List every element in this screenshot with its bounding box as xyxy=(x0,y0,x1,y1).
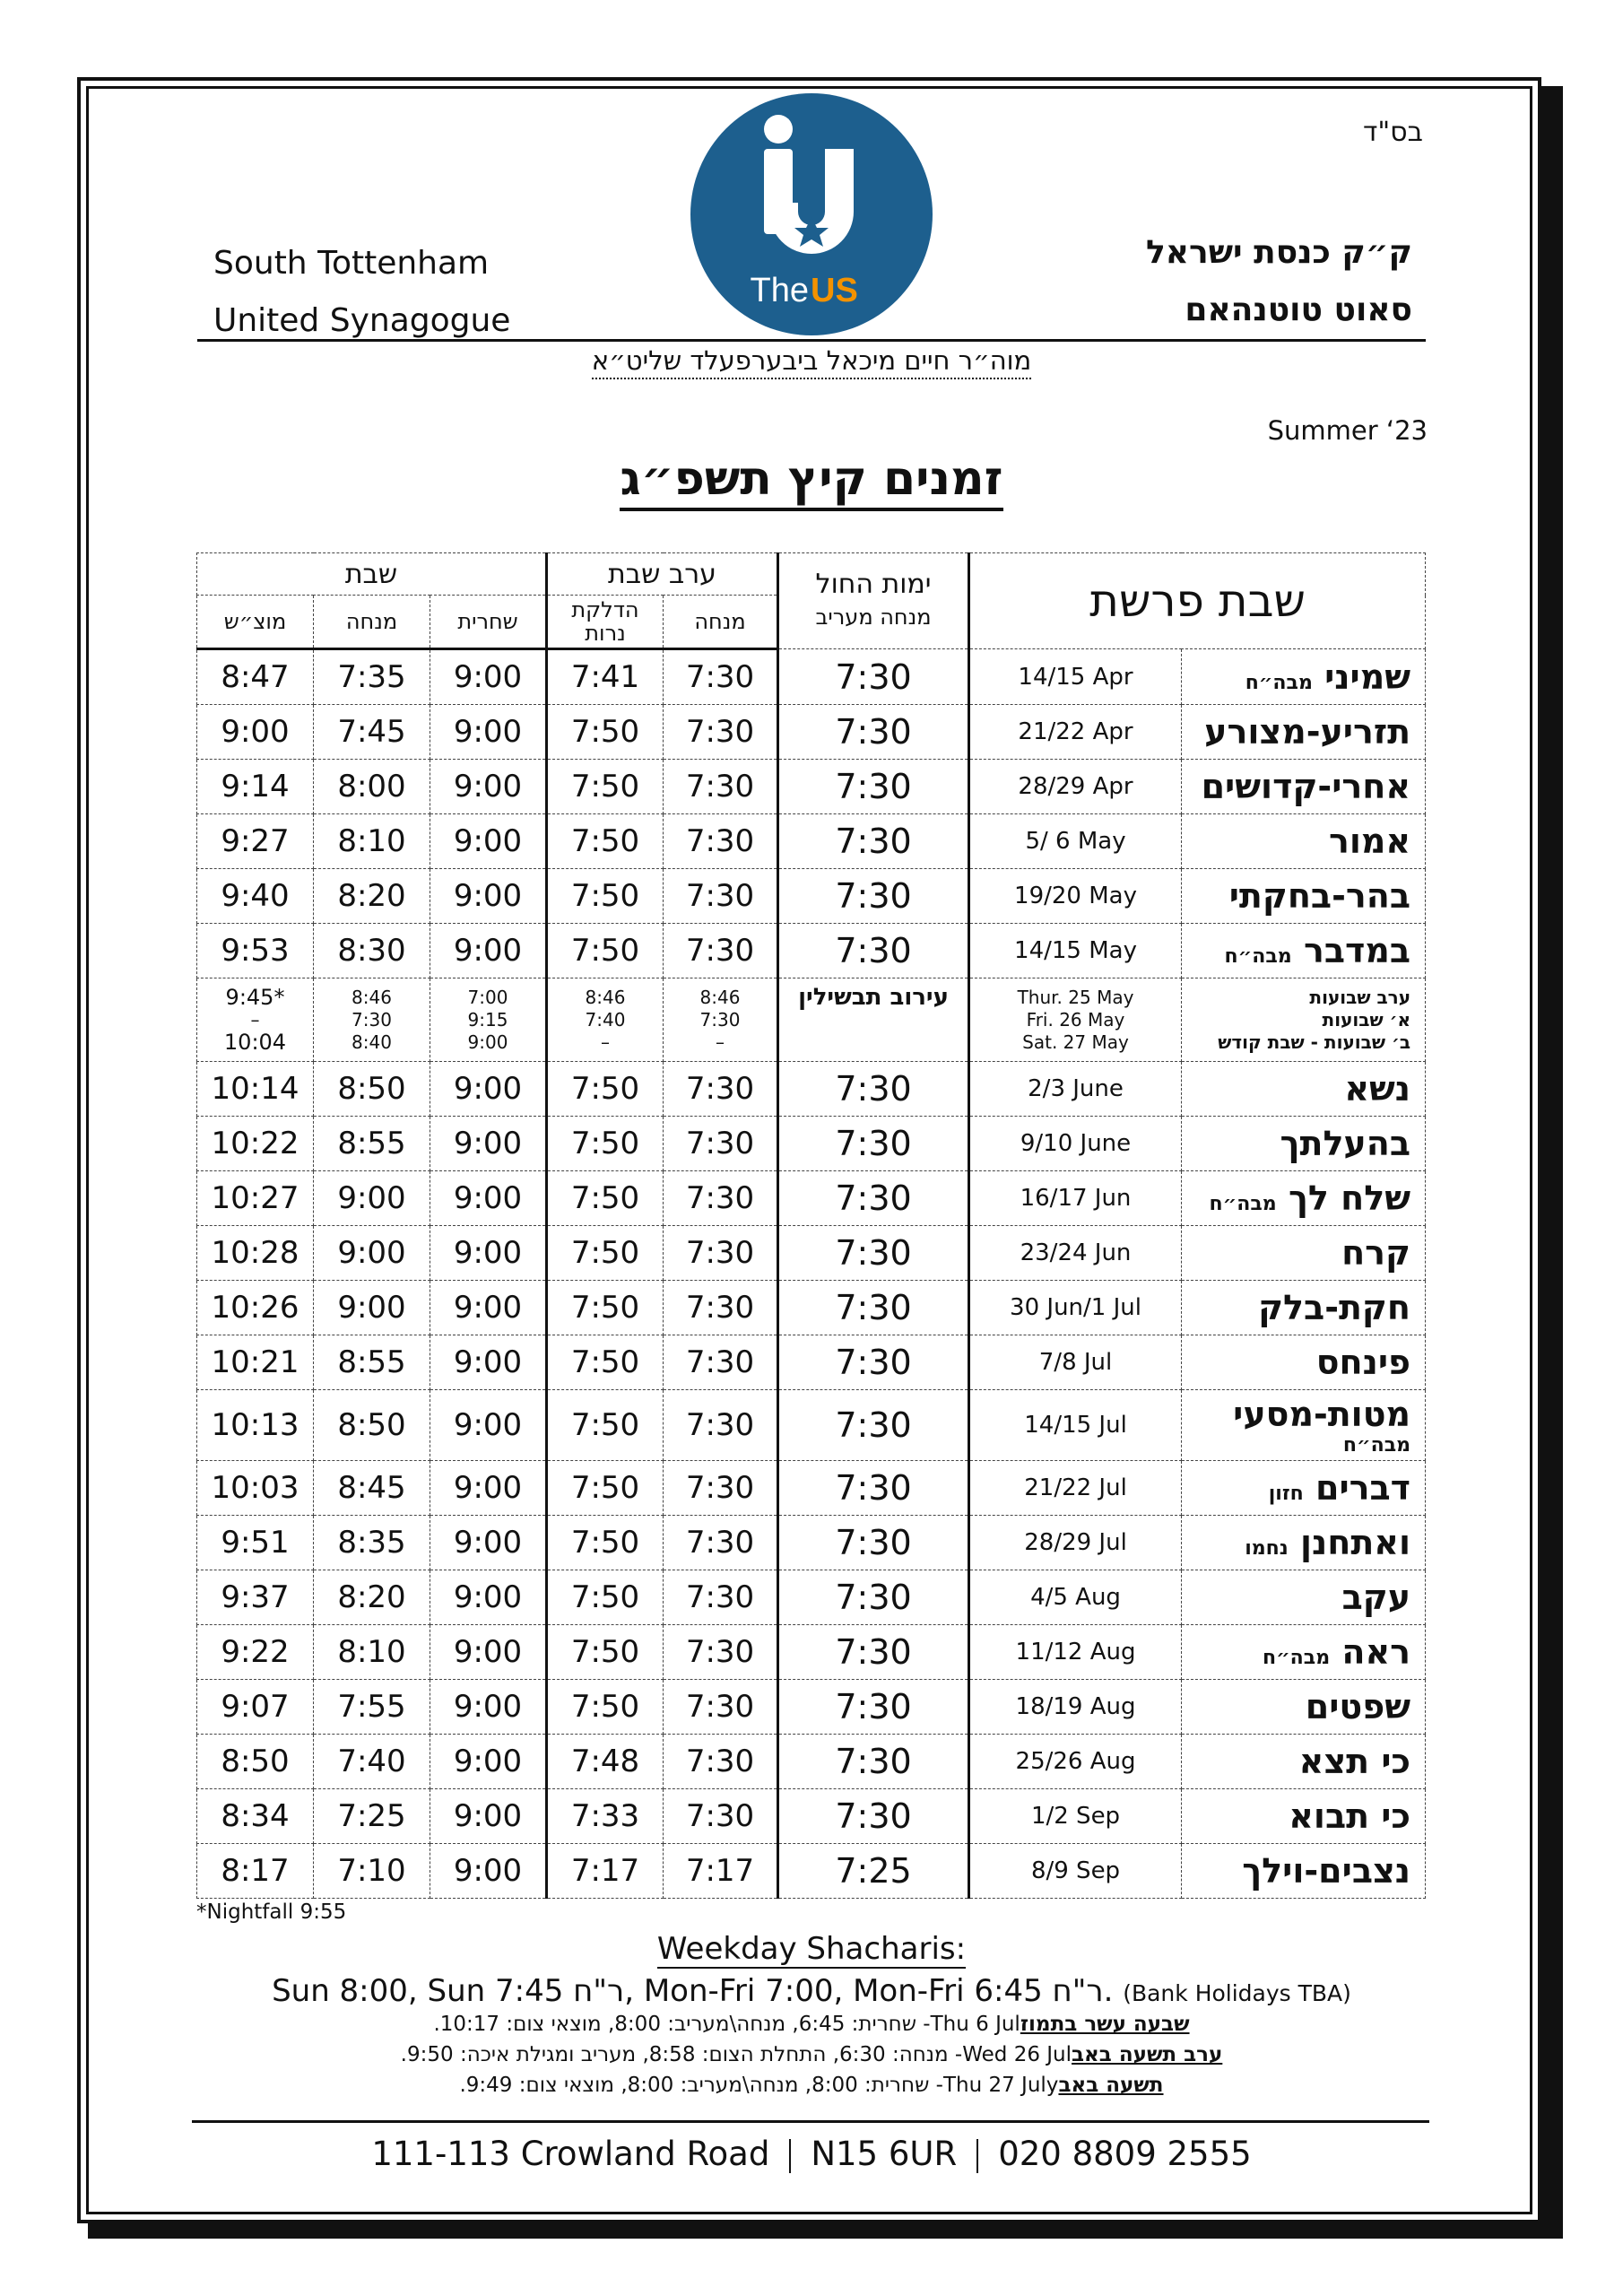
date-cell: 5/ 6 May xyxy=(969,814,1182,869)
synagogue-logo xyxy=(690,93,933,335)
erev-mincha-cell: 7:30 xyxy=(664,1735,778,1789)
parsha-cell xyxy=(1182,1117,1426,1171)
weekday-cell: 7:30 xyxy=(778,869,969,924)
mincha-cell: 9:00 xyxy=(314,1171,430,1226)
shavuot-name-line: א׳ שבועות xyxy=(1322,1008,1411,1031)
parsha-name: אחרי-קדושים xyxy=(1201,767,1411,806)
motzash-cell: 10:27 xyxy=(197,1171,314,1226)
candles-cell: 7:50 xyxy=(547,760,664,814)
erev-mincha-cell: 7:30 xyxy=(664,1062,778,1117)
weekday-cell: 7:30 xyxy=(778,1335,969,1390)
weekday-cell: 7:30 xyxy=(778,1226,969,1281)
date-cell: 16/17 Jun xyxy=(969,1171,1182,1226)
parsha-name: במדבר xyxy=(1303,931,1411,970)
parsha-cell xyxy=(1182,1680,1426,1735)
shacharis-cell: 9:00 xyxy=(430,1461,547,1516)
shacharis-cell: 9:00 xyxy=(430,705,547,760)
shavuot-erev-mincha-cell-line: – xyxy=(716,1031,725,1053)
weekday-cell: 7:30 xyxy=(778,1281,969,1335)
candles-cell: 7:50 xyxy=(547,1281,664,1335)
date-cell: 9/10 June xyxy=(969,1117,1182,1171)
erev-mincha-cell: 7:30 xyxy=(664,760,778,814)
shacharis-cell: 9:00 xyxy=(430,1335,547,1390)
mincha-cell: 8:45 xyxy=(314,1461,430,1516)
erev-mincha-cell: 7:30 xyxy=(664,1570,778,1625)
motzash-cell: 9:51 xyxy=(197,1516,314,1570)
shacharis-cell: 9:00 xyxy=(430,869,547,924)
shavuot-dates-cell xyxy=(969,978,1182,1062)
erev-mincha-cell: 7:30 xyxy=(664,1226,778,1281)
date-cell: 28/29 Apr xyxy=(969,760,1182,814)
weekday-cell: 7:30 xyxy=(778,705,969,760)
header-parsha: שבת פרשת xyxy=(969,553,1426,649)
mincha-cell: 8:55 xyxy=(314,1335,430,1390)
footer-rule xyxy=(192,2120,1429,2123)
weekday-cell: 7:30 xyxy=(778,649,969,705)
table-row xyxy=(197,1461,1426,1516)
table-row xyxy=(197,1516,1426,1570)
fast3-label: תשעה באב xyxy=(1058,2074,1164,2097)
rabbi-name: מוה״ר חיים מיכאל ביבערפעלד שליט״א xyxy=(592,345,1032,379)
parsha-cell xyxy=(1182,705,1426,760)
table-row xyxy=(197,924,1426,978)
erev-mincha-cell: 7:30 xyxy=(664,1625,778,1680)
motzash-cell: 8:17 xyxy=(197,1844,314,1899)
date-cell: 1/2 Sep xyxy=(969,1789,1182,1844)
fast-line-2 xyxy=(0,2043,1623,2066)
erev-mincha-cell: 7:30 xyxy=(664,814,778,869)
shacharis-cell: 9:00 xyxy=(430,1735,547,1789)
date-cell: 23/24 Jun xyxy=(969,1226,1182,1281)
fast2-text: Wed 26 Jul- מנחה: 6:30, התחלת הצום: 8:58, מעריב ומגילת איכה: 9:50. xyxy=(400,2043,1072,2066)
table-row xyxy=(197,1281,1426,1335)
motzash-cell: 10:26 xyxy=(197,1281,314,1335)
mincha-cell: 8:55 xyxy=(314,1117,430,1171)
fast-line-3 xyxy=(0,2074,1623,2097)
shacharis-cell: 9:00 xyxy=(430,1789,547,1844)
shavuot-dates-cell-line: Thur. 25 May xyxy=(1017,986,1134,1008)
weekday-cell: 7:30 xyxy=(778,1625,969,1680)
parsha-cell xyxy=(1182,1281,1426,1335)
header-motzash: מוצ״ש xyxy=(197,596,314,649)
shavuot-motzash-cell xyxy=(197,978,314,1062)
weekday-title-text: Weekday Shacharis: xyxy=(656,1931,967,1967)
parsha-note: חזון xyxy=(1268,1483,1304,1505)
parsha-name: כי תצא xyxy=(1298,1742,1411,1781)
date-cell: 4/5 Aug xyxy=(969,1570,1182,1625)
fast1-text: Thu 6 Jul- שחרית: 6:45, מנחה\מעריב: 8:00, מוצאי צום: 10:17. xyxy=(433,2013,1020,2036)
candles-cell: 7:50 xyxy=(547,1390,664,1461)
parsha-cell xyxy=(1182,1335,1426,1390)
mincha-cell: 8:10 xyxy=(314,814,430,869)
mincha-cell: 7:45 xyxy=(314,705,430,760)
parsha-name: פינחס xyxy=(1315,1343,1411,1382)
footer-phone: 020 8809 2555 xyxy=(998,2135,1252,2173)
hebrew-name-line2: סאוט טוטנהאם xyxy=(1185,291,1412,328)
header-mincha: מנחה xyxy=(314,596,430,649)
motzash-cell: 10:03 xyxy=(197,1461,314,1516)
erev-mincha-cell: 7:30 xyxy=(664,1117,778,1171)
parsha-name: אמור xyxy=(1328,822,1411,861)
shacharis-cell: 9:00 xyxy=(430,1171,547,1226)
shacharis-cell: 9:00 xyxy=(430,1516,547,1570)
weekday-cell: 7:30 xyxy=(778,1570,969,1625)
erev-mincha-cell: 7:17 xyxy=(664,1844,778,1899)
table-row xyxy=(197,814,1426,869)
shavuot-shacharis-cell-line: 7:00 xyxy=(467,986,508,1008)
weekday-cell: 7:30 xyxy=(778,1117,969,1171)
parsha-note: מבה״ח xyxy=(1262,1647,1331,1669)
date-cell: 14/15 Jul xyxy=(969,1390,1182,1461)
shavuot-name-line: ערב שבועות xyxy=(1309,986,1411,1008)
footer-postcode: N15 6UR xyxy=(811,2135,958,2173)
erev-mincha-cell: 7:30 xyxy=(664,1516,778,1570)
shavuot-dates-cell-line: Sat. 27 May xyxy=(1022,1031,1129,1053)
mincha-cell: 7:25 xyxy=(314,1789,430,1844)
table-row xyxy=(197,1570,1426,1625)
weekday-cell: 7:30 xyxy=(778,1789,969,1844)
fast1-label: שבעה עשר בתמוז xyxy=(1020,2013,1190,2036)
table-row xyxy=(197,1062,1426,1117)
footer-separator xyxy=(789,2139,791,2173)
parsha-cell xyxy=(1182,1390,1426,1461)
parsha-cell xyxy=(1182,1516,1426,1570)
table-row xyxy=(197,1335,1426,1390)
erev-mincha-cell: 7:30 xyxy=(664,705,778,760)
date-cell: 14/15 May xyxy=(969,924,1182,978)
shacharis-cell: 9:00 xyxy=(430,1226,547,1281)
footer-address: 111-113 Crowland Road xyxy=(371,2135,770,2173)
parsha-name: קרח xyxy=(1341,1233,1411,1273)
candles-cell: 7:48 xyxy=(547,1735,664,1789)
candles-cell: 7:50 xyxy=(547,924,664,978)
shacharis-cell: 9:00 xyxy=(430,1625,547,1680)
header-candles: הדלקת נרות xyxy=(547,596,664,649)
weekday-cell: 7:30 xyxy=(778,924,969,978)
shacharis-cell: 9:00 xyxy=(430,649,547,705)
parsha-cell xyxy=(1182,1226,1426,1281)
table-row xyxy=(197,1680,1426,1735)
erev-mincha-cell: 7:30 xyxy=(664,1390,778,1461)
parsha-cell xyxy=(1182,1461,1426,1516)
erev-mincha-cell: 7:30 xyxy=(664,924,778,978)
parsha-name: בהר-בחקתי xyxy=(1228,876,1411,916)
parsha-name: שלח לך xyxy=(1288,1178,1411,1218)
rabbi-line xyxy=(0,345,1623,376)
candles-cell: 7:50 xyxy=(547,1570,664,1625)
date-cell: 21/22 Apr xyxy=(969,705,1182,760)
motzash-cell: 10:14 xyxy=(197,1062,314,1117)
weekday-cell: 7:30 xyxy=(778,760,969,814)
candles-cell: 7:50 xyxy=(547,705,664,760)
shavuot-mincha-cell-line: 8:46 xyxy=(352,986,392,1008)
motzash-cell: 10:13 xyxy=(197,1390,314,1461)
table-row xyxy=(197,760,1426,814)
table-row xyxy=(197,1844,1426,1899)
erev-mincha-cell: 7:30 xyxy=(664,1789,778,1844)
parsha-name: שפטים xyxy=(1305,1687,1411,1726)
motzash-cell: 9:27 xyxy=(197,814,314,869)
fast2-label: ערב תשעה באב xyxy=(1072,2043,1223,2066)
parsha-cell xyxy=(1182,1171,1426,1226)
weekday-cell: 7:30 xyxy=(778,1516,969,1570)
parsha-name: בהעלתך xyxy=(1280,1124,1411,1163)
mincha-cell: 9:00 xyxy=(314,1226,430,1281)
erev-mincha-cell: 7:30 xyxy=(664,649,778,705)
english-name-line2: United Synagogue xyxy=(213,302,511,339)
shavuot-motzash-cell-line: 10:04 xyxy=(223,1029,287,1055)
candles-cell: 7:50 xyxy=(547,1680,664,1735)
shavuot-shacharis-cell-line: 9:00 xyxy=(467,1031,508,1053)
bsd-mark: בס"ד xyxy=(1363,117,1423,148)
motzash-cell: 8:34 xyxy=(197,1789,314,1844)
candles-cell: 7:50 xyxy=(547,1171,664,1226)
table-row xyxy=(197,1625,1426,1680)
candles-cell: 7:50 xyxy=(547,1461,664,1516)
shavuot-motzash-cell-line: – xyxy=(250,1008,260,1031)
logo-text-the: The xyxy=(750,272,809,309)
weekday-cell: 7:30 xyxy=(778,814,969,869)
english-name xyxy=(213,235,510,350)
table-row xyxy=(197,1117,1426,1171)
motzash-cell: 9:22 xyxy=(197,1625,314,1680)
shavuot-erev-mincha-cell xyxy=(664,978,778,1062)
parsha-cell xyxy=(1182,1789,1426,1844)
header-erev-mincha: מנחה xyxy=(664,596,778,649)
mincha-cell: 8:50 xyxy=(314,1062,430,1117)
candles-cell: 7:50 xyxy=(547,869,664,924)
motzash-cell: 9:37 xyxy=(197,1570,314,1625)
shavuot-candles-cell-line: 7:40 xyxy=(585,1008,626,1031)
erev-mincha-cell: 7:30 xyxy=(664,1171,778,1226)
parsha-cell xyxy=(1182,869,1426,924)
table-row xyxy=(197,1171,1426,1226)
parsha-cell xyxy=(1182,1844,1426,1899)
english-name-line1: South Tottenham xyxy=(213,245,490,282)
date-cell: 11/12 Aug xyxy=(969,1625,1182,1680)
motzash-cell: 9:53 xyxy=(197,924,314,978)
header-shacharis: שחרית xyxy=(430,596,547,649)
motzash-cell: 10:28 xyxy=(197,1226,314,1281)
motzash-cell: 10:22 xyxy=(197,1117,314,1171)
logo-text-us: US xyxy=(811,272,858,309)
candles-cell: 7:50 xyxy=(547,1117,664,1171)
candles-cell: 7:50 xyxy=(547,814,664,869)
date-cell: 21/22 Jul xyxy=(969,1461,1182,1516)
mincha-cell: 8:10 xyxy=(314,1625,430,1680)
date-cell: 28/29 Jul xyxy=(969,1516,1182,1570)
mincha-cell: 7:35 xyxy=(314,649,430,705)
date-cell: 8/9 Sep xyxy=(969,1844,1182,1899)
erev-mincha-cell: 7:30 xyxy=(664,1461,778,1516)
table-row xyxy=(197,705,1426,760)
date-cell: 25/26 Aug xyxy=(969,1735,1182,1789)
weekday-title xyxy=(0,1931,1623,1967)
erev-mincha-cell: 7:30 xyxy=(664,1335,778,1390)
table-row xyxy=(197,1735,1426,1789)
nightfall-note: *Nightfall 9:55 xyxy=(196,1900,347,1924)
table-row-shavuot xyxy=(197,978,1426,1062)
parsha-note: מבה״ח xyxy=(1342,1433,1411,1457)
candles-cell: 7:17 xyxy=(547,1844,664,1899)
shacharis-cell: 9:00 xyxy=(430,1062,547,1117)
shavuot-name-line: ב׳ שבועות - שבת קודש xyxy=(1218,1031,1411,1053)
shavuot-dates-cell-line: Fri. 26 May xyxy=(1026,1008,1125,1031)
candles-cell: 7:50 xyxy=(547,1062,664,1117)
weekday-cell: 7:30 xyxy=(778,1062,969,1117)
parsha-note: מבה״ח xyxy=(1224,945,1292,968)
candles-cell: 7:50 xyxy=(547,1335,664,1390)
shacharis-cell: 9:00 xyxy=(430,1680,547,1735)
mincha-cell: 7:10 xyxy=(314,1844,430,1899)
parsha-cell xyxy=(1182,814,1426,869)
candles-cell: 7:50 xyxy=(547,1516,664,1570)
parsha-cell xyxy=(1182,1625,1426,1680)
parsha-name: שמיני xyxy=(1324,657,1411,697)
motzash-cell: 9:07 xyxy=(197,1680,314,1735)
motzash-cell: 8:50 xyxy=(197,1735,314,1789)
shacharis-cell: 9:00 xyxy=(430,924,547,978)
table-row xyxy=(197,1226,1426,1281)
parsha-cell xyxy=(1182,649,1426,705)
shacharis-cell: 9:00 xyxy=(430,760,547,814)
date-cell: 7/8 Jul xyxy=(969,1335,1182,1390)
motzash-cell: 9:00 xyxy=(197,705,314,760)
shacharis-cell: 9:00 xyxy=(430,1844,547,1899)
header-weekday-sub: מנחה מעריב xyxy=(815,604,932,630)
candles-cell: 7:41 xyxy=(547,649,664,705)
parsha-note: נחמו xyxy=(1245,1537,1289,1560)
header-rule xyxy=(197,339,1426,342)
shavuot-motzash-cell-line: 9:45* xyxy=(225,984,285,1010)
parsha-cell xyxy=(1182,924,1426,978)
parsha-note: מבה״ח xyxy=(1209,1193,1277,1215)
motzash-cell: 9:40 xyxy=(197,869,314,924)
mincha-cell: 7:55 xyxy=(314,1680,430,1735)
shavuot-erev-mincha-cell-line: 8:46 xyxy=(699,986,741,1008)
footer xyxy=(0,2135,1623,2173)
bank-holidays-note: (Bank Holidays TBA) xyxy=(1123,1980,1351,2006)
mincha-cell: 7:40 xyxy=(314,1735,430,1789)
parsha-name: תזריע-מצורע xyxy=(1204,712,1411,752)
shavuot-mincha-cell-line: 7:30 xyxy=(352,1008,392,1031)
date-cell: 18/19 Aug xyxy=(969,1680,1182,1735)
parsha-name: ואתחנן xyxy=(1299,1523,1411,1562)
shavuot-mincha-cell xyxy=(314,978,430,1062)
table-row xyxy=(197,1390,1426,1461)
weekday-cell: 7:30 xyxy=(778,1680,969,1735)
erev-mincha-cell: 7:30 xyxy=(664,869,778,924)
weekday-cell: 7:30 xyxy=(778,1390,969,1461)
schedule-table xyxy=(196,552,1426,1899)
shacharis-cell: 9:00 xyxy=(430,814,547,869)
parsha-cell xyxy=(1182,1062,1426,1117)
shavuot-erev-mincha-cell-line: 7:30 xyxy=(699,1008,741,1031)
shacharis-cell: 9:00 xyxy=(430,1390,547,1461)
mincha-cell: 8:35 xyxy=(314,1516,430,1570)
motzash-cell: 8:47 xyxy=(197,649,314,705)
shavuot-names-cell xyxy=(1182,978,1426,1062)
motzash-cell: 10:21 xyxy=(197,1335,314,1390)
shacharis-cell: 9:00 xyxy=(430,1570,547,1625)
parsha-cell xyxy=(1182,760,1426,814)
date-cell: 19/20 May xyxy=(969,869,1182,924)
mincha-cell: 8:20 xyxy=(314,1570,430,1625)
header-weekday-title: ימות החול xyxy=(815,569,932,600)
parsha-name: חקת-בלק xyxy=(1258,1288,1411,1327)
shacharis-cell: 9:00 xyxy=(430,1117,547,1171)
candles-cell: 7:33 xyxy=(547,1789,664,1844)
weekday-cell: 7:30 xyxy=(778,1461,969,1516)
hebrew-name-line1: ק״ק כנסת ישראל xyxy=(1146,234,1412,271)
weekday-times-text: Sun 8:00, Sun ר"ח 7:45, Mon-Fri 7:00, Mon-Fri ר"ח 6:45. xyxy=(272,1973,1114,2009)
shacharis-cell: 9:00 xyxy=(430,1281,547,1335)
candles-cell: 7:50 xyxy=(547,1226,664,1281)
weekday-cell: 7:25 xyxy=(778,1844,969,1899)
fast3-text: Thu 27 July- שחרית: 8:00, מנחה\מעריב: 8:00, מוצאי צום: 9:49. xyxy=(459,2074,1059,2097)
shavuot-shacharis-cell xyxy=(430,978,547,1062)
shavuot-candles-cell xyxy=(547,978,664,1062)
parsha-name: כי תבוא xyxy=(1289,1796,1411,1836)
parsha-name: מטות-מסעי xyxy=(1233,1394,1411,1434)
shavuot-candles-cell-line: 8:46 xyxy=(585,986,626,1008)
season-label: Summer ‘23 xyxy=(1267,415,1428,446)
header-erev-shabbos: ערב שבת xyxy=(547,553,778,596)
page-title xyxy=(0,452,1623,506)
shavuot-shacharis-cell-line: 9:15 xyxy=(467,1008,508,1031)
footer-separator xyxy=(976,2139,978,2173)
page-title-text: זמנים קיץ תשפ״ג xyxy=(620,452,1002,511)
date-cell: 30 Jun/1 Jul xyxy=(969,1281,1182,1335)
mincha-cell: 9:00 xyxy=(314,1281,430,1335)
weekday-cell: 7:30 xyxy=(778,1171,969,1226)
table-row xyxy=(197,869,1426,924)
fast-line-1 xyxy=(0,2013,1623,2036)
hebrew-name xyxy=(1146,224,1412,339)
table-row xyxy=(197,1789,1426,1844)
eruv-tavshilin-cell: עירוב תבשילין xyxy=(778,978,969,1062)
erev-mincha-cell: 7:30 xyxy=(664,1680,778,1735)
mincha-cell: 8:20 xyxy=(314,869,430,924)
candles-cell: 7:50 xyxy=(547,1625,664,1680)
shavuot-mincha-cell-line: 8:40 xyxy=(352,1031,392,1053)
parsha-note: מבה״ח xyxy=(1245,671,1313,694)
table-row xyxy=(197,649,1426,705)
parsha-name: דברים xyxy=(1315,1468,1411,1508)
header-weekday xyxy=(778,553,969,649)
header-shabbos: שבת xyxy=(197,553,547,596)
mincha-cell: 8:30 xyxy=(314,924,430,978)
parsha-name: נצבים-וילך xyxy=(1242,1851,1411,1891)
mincha-cell: 8:50 xyxy=(314,1390,430,1461)
parsha-name: עקב xyxy=(1341,1578,1411,1617)
date-cell: 14/15 Apr xyxy=(969,649,1182,705)
date-cell: 2/3 June xyxy=(969,1062,1182,1117)
parsha-name: נשא xyxy=(1344,1069,1411,1109)
mincha-cell: 8:00 xyxy=(314,760,430,814)
parsha-name: ראה xyxy=(1341,1632,1411,1672)
weekday-times xyxy=(0,1973,1623,2009)
erev-mincha-cell: 7:30 xyxy=(664,1281,778,1335)
motzash-cell: 9:14 xyxy=(197,760,314,814)
parsha-cell xyxy=(1182,1735,1426,1789)
parsha-cell xyxy=(1182,1570,1426,1625)
shavuot-candles-cell-line: – xyxy=(601,1031,610,1053)
weekday-cell: 7:30 xyxy=(778,1735,969,1789)
